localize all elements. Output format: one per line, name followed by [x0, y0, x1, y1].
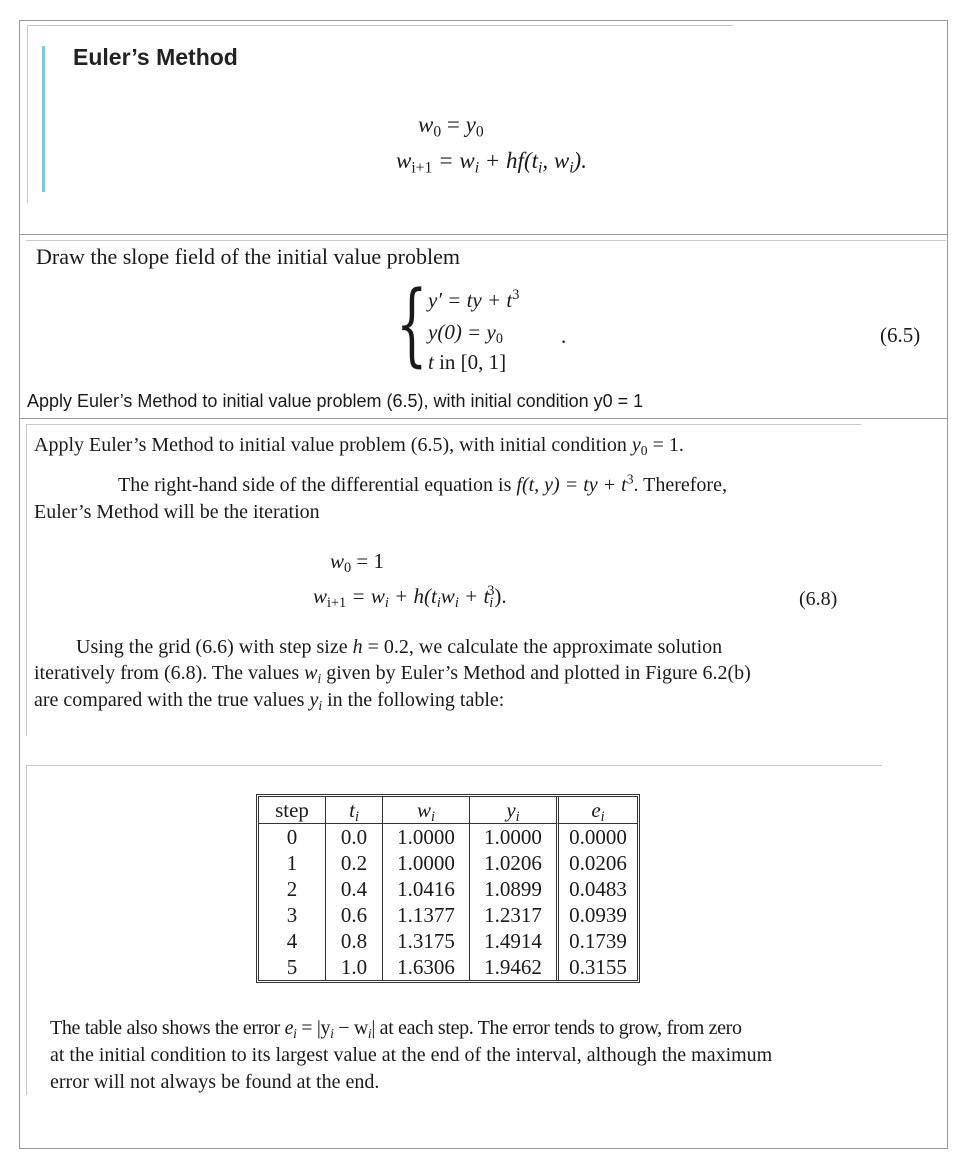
- table-row: [259, 954, 637, 980]
- table-row: [259, 928, 637, 954]
- paragraph-3-line-1: Using the grid (6.6) with step size h = 0.2, we calculate the approximate solution: [76, 636, 723, 658]
- table-cell: 1.0: [326, 954, 383, 980]
- equation-iteration: $w_{i+1} = w_i + hf(t_i$, $w_i$).: [396, 148, 587, 177]
- table-cell: 0.0000: [569, 824, 627, 849]
- table-cell: 1.9462: [470, 954, 559, 980]
- ivp-intro: Draw the slope field of the initial value problem: [36, 244, 460, 269]
- table-cell: 1.0000: [470, 824, 559, 850]
- table-cell: 3: [259, 902, 326, 928]
- ivp-line-2: $y(0) = y_0$: [428, 320, 503, 347]
- divider: [26, 424, 27, 736]
- ivp-dot: .: [561, 324, 567, 348]
- paragraph-3-line-3: are compared with the true values $y_i$ in the following table:: [34, 689, 505, 713]
- table-cell: 0.4: [326, 876, 383, 902]
- table-cell: 1.2317: [470, 902, 559, 928]
- table-cell: 0.8: [326, 928, 383, 954]
- table-row: [259, 876, 637, 902]
- divider: [27, 25, 733, 26]
- table-row: [259, 824, 637, 850]
- divider: [26, 765, 882, 766]
- table-row: [259, 850, 637, 876]
- paragraph-3-line-2: iteratively from (6.8). The values $w_i$ given by Euler’s Method and plotted in Figure 6.2(b): [34, 662, 751, 686]
- table-cell: 0.1739: [569, 928, 627, 953]
- divider: [19, 234, 948, 235]
- table-cell: 1: [259, 850, 326, 876]
- table-header-row: [259, 797, 637, 824]
- left-brace: {: [396, 272, 428, 377]
- paragraph-4-line-1: The table also shows the error $e_i = |y_i - w_i|$ at each step. The error tends to grow, from zero: [50, 1017, 742, 1041]
- paragraph-4-line-2: at the initial condition to its largest value at the end of the interval, although the maximum: [50, 1044, 773, 1066]
- column-header: $t_i$: [326, 797, 383, 824]
- table-cell: 1.0000: [383, 850, 470, 876]
- table-cell: 0.0206: [569, 850, 627, 875]
- divider: [26, 424, 861, 425]
- divider: [19, 418, 948, 419]
- table-cell: 0.6: [326, 902, 383, 928]
- ivp-line-3: t in [0, 1]: [428, 350, 507, 374]
- divider: [26, 765, 27, 1095]
- table-cell: 1.0416: [383, 876, 470, 902]
- equation-w0: $w_0 = 1$: [330, 549, 384, 576]
- table-cell: 2: [259, 876, 326, 902]
- column-header: $w_i$: [383, 797, 470, 824]
- ivp-line-1: y′ = ty + $t^3$: [428, 287, 520, 312]
- table-cell: 1.3175: [383, 928, 470, 954]
- table-cell: 1.6306: [383, 954, 470, 980]
- caption-text: Apply Euler’s Method to initial value problem (6.5), with initial condition y0 = 1: [27, 391, 644, 411]
- table-cell: 4: [259, 928, 326, 954]
- paragraph-4-line-3: error will not always be found at the end.: [50, 1071, 380, 1093]
- accent-bar: [42, 46, 45, 192]
- divider: [27, 25, 28, 203]
- table-cell: 0.3155: [569, 954, 627, 979]
- euler-table: [256, 794, 640, 983]
- paragraph-2-line-2: Euler’s Method will be the iteration: [34, 501, 320, 523]
- table-cell: 1.0000: [383, 824, 470, 850]
- paragraph-2-line-1: The right-hand side of the differential equation is f(t, y) = ty + $t^3$. Therefore,: [118, 471, 727, 496]
- column-header: step: [259, 797, 326, 824]
- table-cell: 0.0939: [569, 902, 627, 927]
- table-cell: 0.2: [326, 850, 383, 876]
- table-cell: 5: [259, 954, 326, 980]
- paragraph-1: Apply Euler’s Method to initial value problem (6.5), with initial condition $y_0 = 1$.: [34, 434, 684, 458]
- table-cell: 0.0483: [569, 876, 627, 901]
- divider: [26, 240, 946, 241]
- equation-number: (6.8): [799, 588, 838, 610]
- equation-w0: $w_0 = y_0$: [418, 112, 484, 141]
- section-title: Euler’s Method: [73, 44, 238, 70]
- table-row: [259, 902, 637, 928]
- table-cell: 0.0: [326, 824, 383, 850]
- table-cell: 1.0899: [470, 876, 559, 902]
- equation-number: (6.5): [880, 323, 921, 347]
- table-cell: 1.4914: [470, 928, 559, 954]
- column-header: $e_i$: [559, 797, 637, 824]
- equation-euler-iteration: $w_{i+1} = w_i + h(t_iw_i + t_i^3)$.: [313, 583, 507, 611]
- table-cell: 1.0206: [470, 850, 559, 876]
- table-cell: 0: [259, 824, 326, 850]
- column-header: $y_i$: [470, 797, 559, 824]
- table-cell: 1.1377: [383, 902, 470, 928]
